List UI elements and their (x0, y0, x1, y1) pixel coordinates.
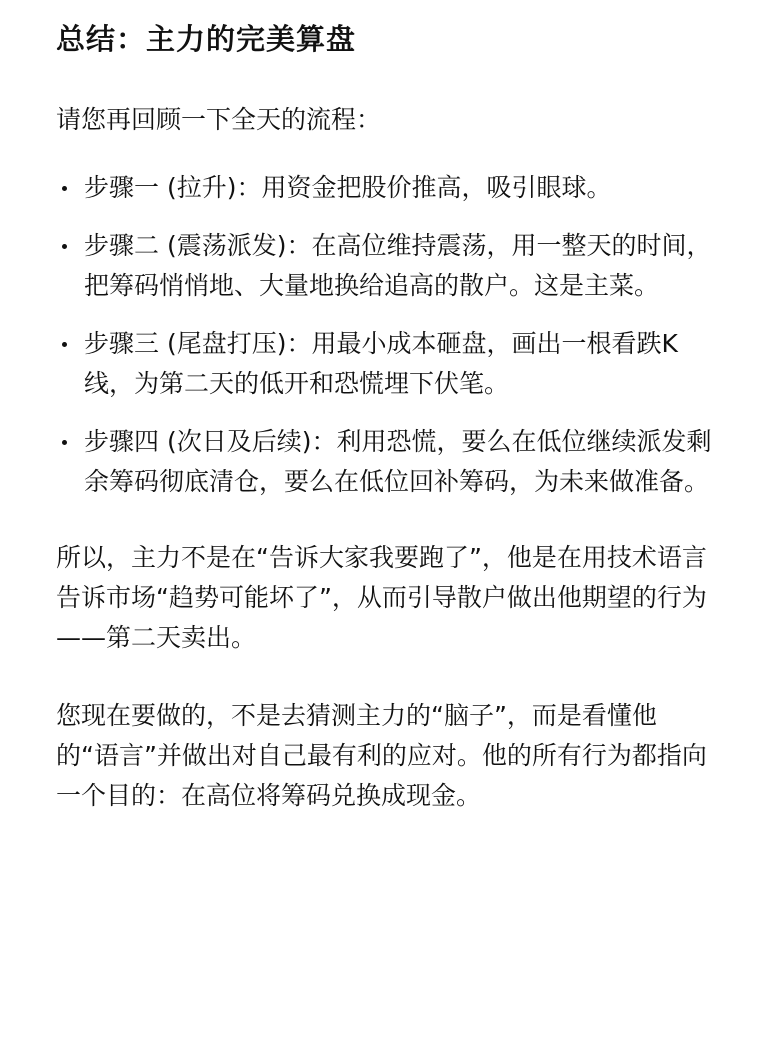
bullet-icon (62, 244, 67, 249)
step-heading: 步骤三 (尾盘打压)： (84, 329, 312, 358)
conclusion-paragraph: 所以，主力不是在“告诉大家我要跑了”，他是在用技术语言告诉市场“趋势可能坏了”，从而引导散户做出他期望的行为——第二天卖出。 (56, 543, 707, 652)
step-text: 利用恐慌，要么在低位继续派发剩余筹码彻底清仓，要么在低位回补筹码，为未来做准备。 (84, 427, 712, 496)
list-item (56, 226, 712, 306)
step-heading: 步骤四 (次日及后续)： (84, 427, 337, 456)
list-item (56, 422, 712, 502)
list-item (56, 324, 712, 404)
step-text: 用最小成本砸盘，画出一根看跌K线，为第二天的低开和恐慌埋下伏笔。 (84, 329, 678, 398)
step-text: 在高位维持震荡，用一整天的时间，把筹码悄悄地、大量地换给追高的散户。这是主菜。 (84, 231, 712, 300)
list-item (56, 168, 712, 208)
step-text: 用资金把股价推高，吸引眼球。 (261, 173, 612, 202)
intro-text: 请您再回顾一下全天的流程： (56, 105, 382, 134)
step-heading: 步骤一 (拉升)： (84, 173, 262, 202)
advice-paragraph: 您现在要做的，不是去猜测主力的“脑子”，而是看懂他的“语言”并做出对自己最有利的应对。他的所有行为都指向一个目的：在高位将筹码兑换成现金。 (56, 701, 707, 810)
bullet-icon (62, 186, 67, 191)
step-heading: 步骤二 (震荡派发)： (84, 231, 312, 260)
page-title: 总结：主力的完美算盘 (56, 22, 357, 56)
bullet-icon (62, 342, 67, 347)
bullet-icon (62, 440, 67, 445)
steps-list (56, 168, 712, 502)
